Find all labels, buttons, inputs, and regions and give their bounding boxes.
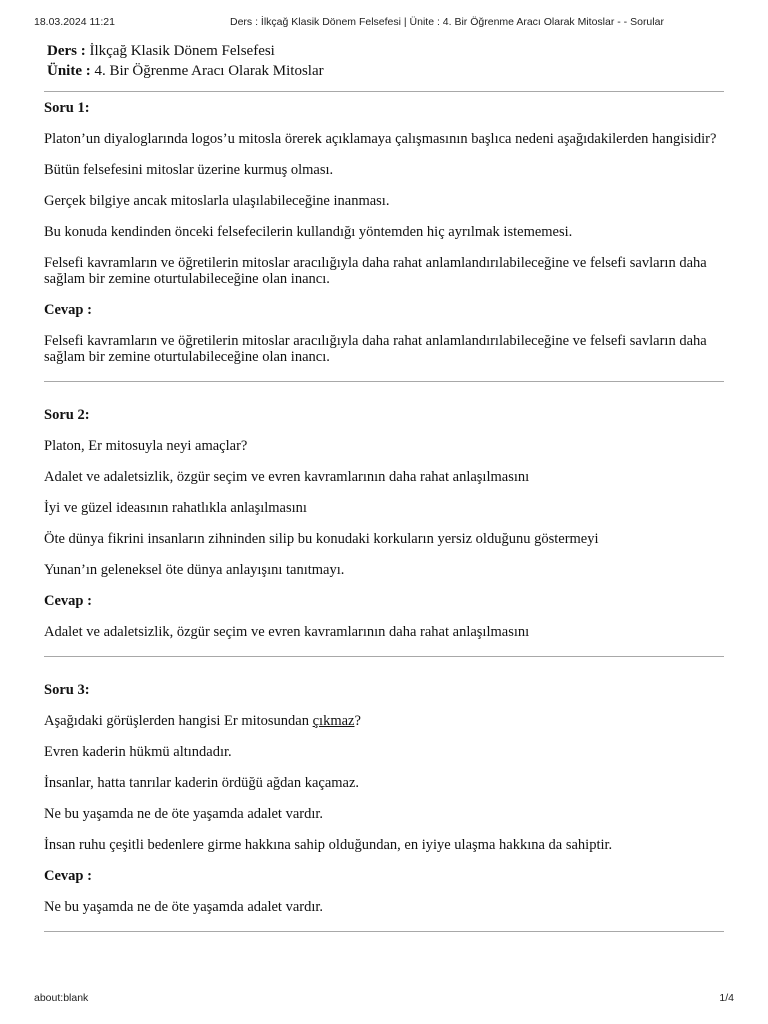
option: Felsefi kavramların ve öğretilerin mitoslar aracılığıyla daha rahat anlamlandırılabileceğine ve felsefi savların daha sağlam bir zemine oturtulabileceğine olan inancı.: [44, 255, 707, 287]
option: Ne bu yaşamda ne de öte yaşamda adalet vardır.: [44, 806, 324, 822]
question-text-end: ?: [354, 713, 361, 729]
option: Yunan’ın geleneksel öte dünya anlayışını tanıtmayı.: [44, 562, 345, 578]
option: Evren kaderin hükmü altındadır.: [44, 744, 232, 760]
question-title: Soru 1:: [44, 100, 90, 116]
unit-line: [47, 61, 724, 81]
course-meta: [44, 41, 724, 81]
print-title: Ders : İlkçağ Klasik Dönem Felsefesi | Ünite : 4. Bir Öğrenme Aracı Olarak Mitoslar - - Sorular: [230, 16, 664, 28]
answer-label: Cevap :: [44, 593, 92, 609]
answer-text: Ne bu yaşamda ne de öte yaşamda adalet vardır.: [44, 899, 324, 915]
course-label: Ders :: [47, 43, 86, 59]
document-content: [44, 40, 724, 932]
answer-text: Felsefi kavramların ve öğretilerin mitoslar aracılığıyla daha rahat anlamlandırılabileceğine ve felsefi savların daha sağlam bir zemine oturtulabileceğine olan inancı.: [44, 333, 707, 365]
option: Öte dünya fikrini insanların zihninden silip bu konudaki korkuların yersiz olduğunu göstermeyi: [44, 531, 599, 547]
course-line: [47, 41, 724, 61]
question-title: Soru 3:: [44, 682, 90, 698]
unit-name: 4. Bir Öğrenme Aracı Olarak Mitoslar: [94, 63, 324, 79]
print-date: 18.03.2024 11:21: [34, 16, 115, 28]
question-text: Platon, Er mitosuyla neyi amaçlar?: [44, 438, 248, 454]
question-title: Soru 2:: [44, 407, 90, 423]
question-text-start: Aşağıdaki görüşlerden hangisi Er mitosundan: [44, 713, 313, 729]
option: Gerçek bilgiye ancak mitoslarla ulaşılabileceğine inanması.: [44, 193, 390, 209]
page-number: 1/4: [719, 992, 734, 1004]
question-3: [44, 657, 724, 915]
print-footer: [34, 992, 734, 1006]
answer-text: Adalet ve adaletsizlik, özgür seçim ve evren kavramlarının daha rahat anlaşılmasını: [44, 624, 530, 640]
option: Bütün felsefesini mitoslar üzerine kurmuş olması.: [44, 162, 334, 178]
print-url: about:blank: [34, 992, 89, 1004]
question-text: [44, 713, 724, 729]
question-text-emphasis: çıkmaz: [312, 713, 355, 729]
question-text: Platon’un diyaloglarında logos’u mitosla örerek açıklamaya çalışmasının başlıca nedeni aşağıdakilerden hangisidir?: [44, 131, 717, 147]
course-name: İlkçağ Klasik Dönem Felsefesi: [89, 43, 275, 59]
print-header: [34, 16, 734, 32]
question-1: [44, 92, 724, 365]
divider: [44, 931, 724, 932]
answer-label: Cevap :: [44, 868, 92, 884]
unit-label: Ünite :: [47, 63, 91, 79]
option: Adalet ve adaletsizlik, özgür seçim ve evren kavramlarının daha rahat anlaşılmasını: [44, 469, 530, 485]
option: İyi ve güzel ideasının rahatlıkla anlaşılmasını: [44, 500, 307, 516]
answer-label: Cevap :: [44, 302, 92, 318]
option: İnsan ruhu çeşitli bedenlere girme hakkına sahip olduğundan, en iyiye ulaşma hakkına da sahiptir.: [44, 837, 613, 853]
option: İnsanlar, hatta tanrılar kaderin ördüğü ağdan kaçamaz.: [44, 775, 360, 791]
question-2: [44, 382, 724, 640]
option: Bu konuda kendinden önceki felsefecilerin kullandığı yöntemden hiç ayrılmak istememesi.: [44, 224, 573, 240]
